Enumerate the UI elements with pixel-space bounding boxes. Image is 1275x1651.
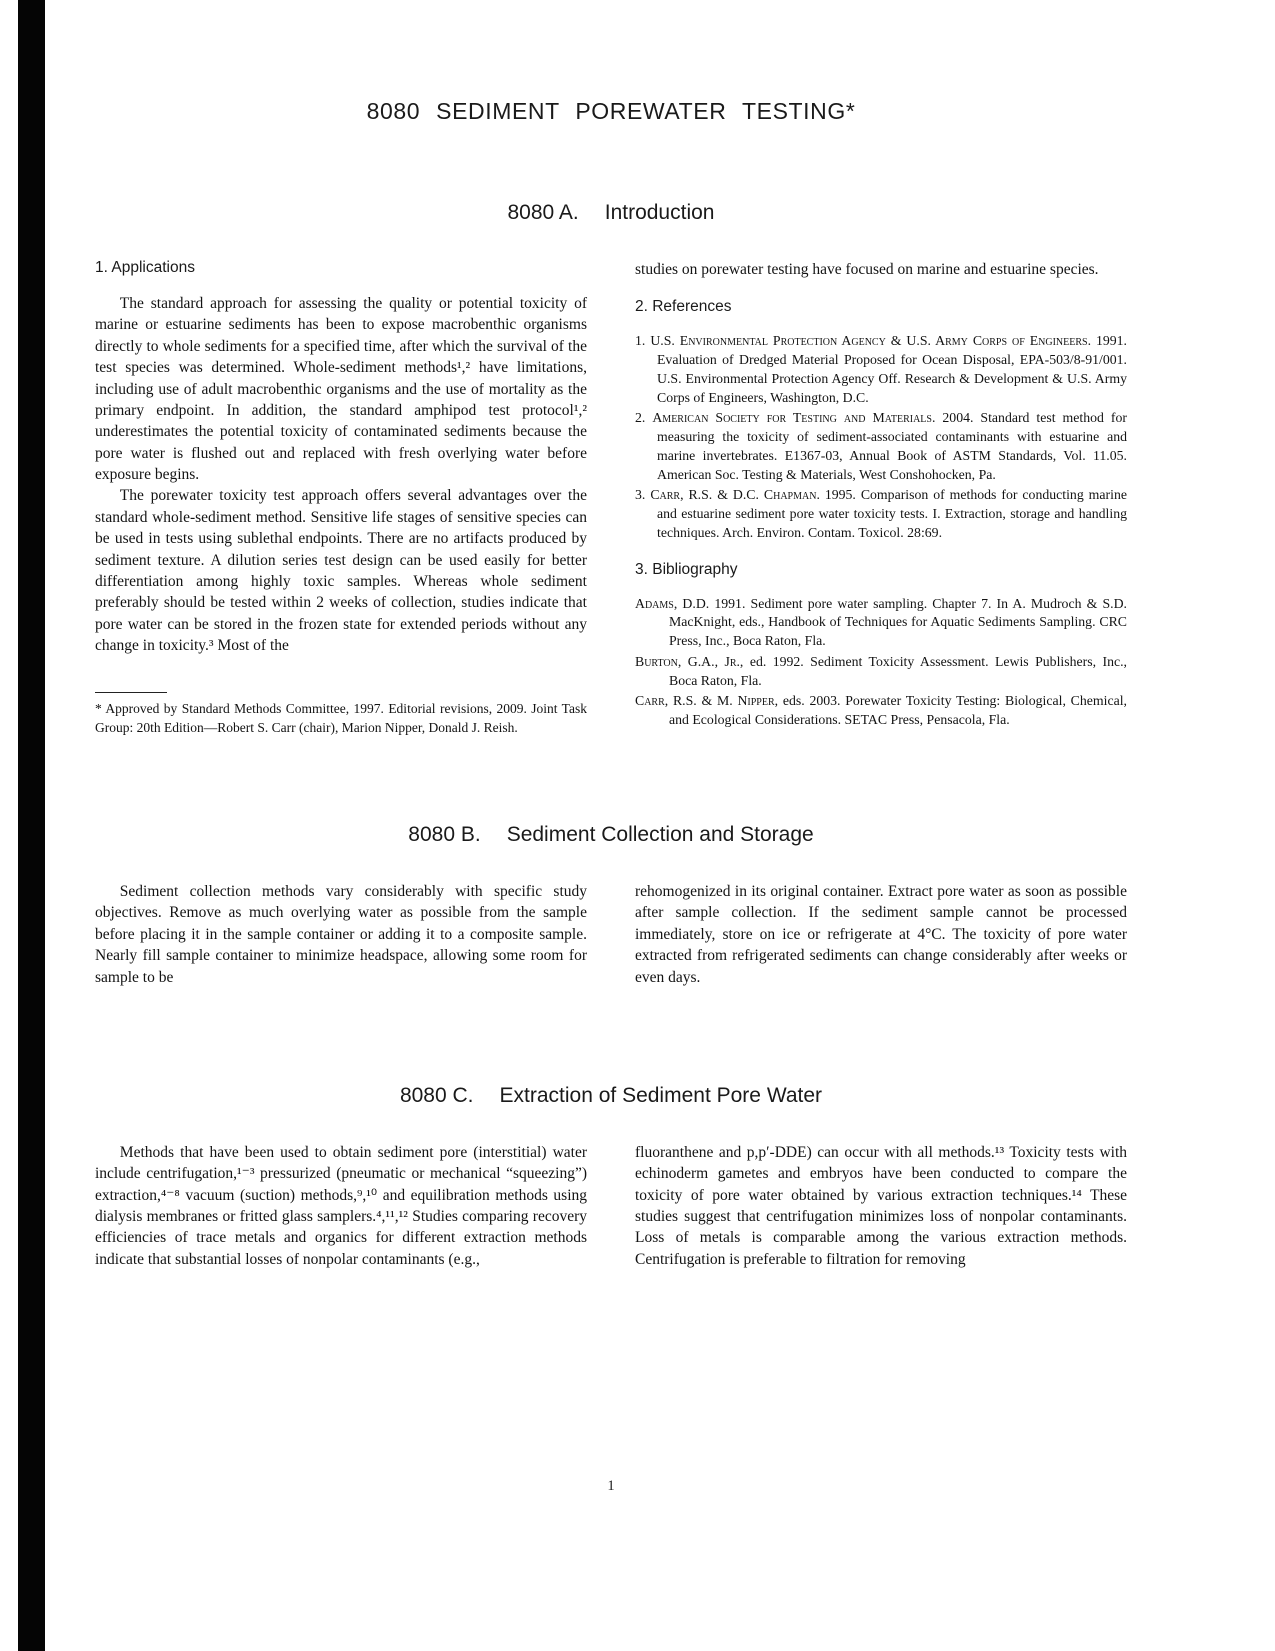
section-b-right-text: rehomogenized in its original container. Extract pore water as soon as possible after sample collection. If the sediment sample cannot be processed immediately, store on ice or refrigerate at 4°C. The toxicity of pore water extracted from refrigerated sediments can change considerably after weeks or even days. bbox=[635, 883, 1127, 986]
section-b-left-text: Sediment collection methods vary considerably with specific study objectives. Remove as much overlying water as possible from the sample before placing it in the sample container or adding it to a composite sample. Nearly fill sample container to minimize headspace, allowing some room for sample to be bbox=[95, 883, 587, 986]
section-b-heading bbox=[95, 823, 1127, 847]
references-list bbox=[635, 332, 1127, 542]
bibliography-authors: Carr, R.S. & M. Nipper, bbox=[635, 693, 779, 709]
section-b-left-column bbox=[95, 881, 587, 988]
approval-footnote: * Approved by Standard Methods Committee, 1997. Editorial revisions, 2009. Joint Task Group: 20th Edition—Robert S. Carr (chair), Marion Nipper, Donald J. Reish. bbox=[95, 701, 587, 735]
bibliography-item bbox=[635, 595, 1127, 651]
section-a-left-column bbox=[95, 259, 587, 737]
reference-authors: Carr, R.S. & D.C. Chapman. bbox=[650, 487, 820, 503]
bibliography-heading: 3. Bibliography bbox=[635, 560, 738, 578]
section-a-columns bbox=[95, 259, 1127, 737]
reference-number: 2. bbox=[635, 410, 646, 426]
reference-number: 1. bbox=[635, 333, 646, 349]
section-a-number: 8080 A. bbox=[507, 201, 579, 224]
section-c bbox=[95, 1084, 1127, 1270]
document-title: 8080 SEDIMENT POREWATER TESTING* bbox=[366, 98, 856, 124]
section-c-right-column bbox=[635, 1142, 1127, 1270]
footnote-rule bbox=[95, 692, 167, 693]
section-a-title: Introduction bbox=[604, 201, 715, 224]
section-a-heading bbox=[95, 201, 1127, 225]
applications-paragraph-2: The porewater toxicity test approach offers several advantages over the standard whole-sediment method. Sensitive life stages of sensitive species can be used in tests using sublethal endpoints. There are no artifacts produced by sediment texture. A dilution series test design can be used easily for better differentiation among highly toxic samples. Whereas whole sediment preferably should be tested within 2 weeks of collection, studies indicate that pore water can be stored in the frozen state for extended periods without any change in toxicity.³ Most of the bbox=[95, 487, 587, 654]
section-c-heading bbox=[95, 1084, 1127, 1108]
section-b-right-column bbox=[635, 881, 1127, 988]
applications-continuation: studies on porewater testing have focused on marine and estuarine species. bbox=[635, 261, 1099, 278]
bibliography-list bbox=[635, 595, 1127, 730]
reference-text: 1991. Evaluation of Dredged Material Proposed for Ocean Disposal, EPA-503/8-91/001. U.S. Environmental Protection Agency Off. Research & Development & U.S. Army Corps of Engineers, Washington, D.C. bbox=[657, 333, 1127, 405]
footnote-block bbox=[95, 692, 587, 737]
section-a bbox=[95, 201, 1127, 737]
section-b-number: 8080 B. bbox=[408, 823, 481, 847]
section-b-columns bbox=[95, 881, 1127, 988]
section-c-left-column bbox=[95, 1142, 587, 1270]
section-c-number: 8080 C. bbox=[399, 1083, 474, 1107]
reference-text: 2004. Standard test method for measuring the toxicity of sediment-associated contaminants with estuarine and marine invertebrates. E1367-03, Annual Book of ASTM Standards, Vol. 11.05. American Soc. Testing & Materials, West Conshohocken, Pa. bbox=[657, 410, 1128, 482]
section-c-title: Extraction of Sediment Pore Water bbox=[499, 1083, 823, 1107]
applications-paragraph-1: The standard approach for assessing the quality or potential toxicity of marine or estuarine sediments has been to expose macrobenthic organisms directly to whole sediments for a specified time, after which the survival of the test species was determined. Whole-sediment methods¹,² have limitations, including use of adult macrobenthic organisms and the use of mortality as the primary endpoint. In addition, the standard amphipod test protocol¹,² underestimates the potential toxicity of contaminated sediments because the pore water is flushed out and replaced with fresh overlying water before exposure begins. bbox=[95, 295, 587, 483]
section-b bbox=[95, 823, 1127, 988]
section-a-right-column bbox=[635, 259, 1127, 737]
reference-authors: U.S. Environmental Protection Agency & U.S. Army Corps of Engineers. bbox=[650, 333, 1092, 349]
section-c-columns bbox=[95, 1142, 1127, 1270]
bibliography-item bbox=[635, 653, 1127, 691]
scan-edge-artifact bbox=[18, 0, 45, 1651]
reference-text: 1995. Comparison of methods for conducting marine and estuarine sediment pore water toxicity tests. I. Extraction, storage and handling techniques. Arch. Environ. Contam. Toxicol. 28:69. bbox=[657, 487, 1127, 540]
bibliography-authors: Adams, D.D. bbox=[635, 595, 710, 611]
bibliography-text: 1991. Sediment pore water sampling. Chapter 7. In A. Mudroch & S.D. MacKnight, eds., Handbook of Techniques for Aquatic Sediments Sampling. CRC Press, Inc., Boca Raton, Fla. bbox=[669, 595, 1127, 649]
bibliography-text: eds. 2003. Porewater Toxicity Testing: Biological, Chemical, and Ecological Considerations. SETAC Press, Pensacola, Fla. bbox=[669, 693, 1127, 728]
reference-item bbox=[635, 332, 1127, 407]
section-c-right-text: fluoranthene and p,p′-DDE) can occur with all methods.¹³ Toxicity tests with echinoderm gametes and embryos have been conducted to compare the toxicity of pore water obtained by various extraction techniques.¹⁴ These studies suggest that centrifugation minimizes loss of nonpolar contaminants. Loss of metals is comparable among the various extraction methods. Centrifugation is preferable to filtration for removing bbox=[635, 1143, 1127, 1268]
bibliography-text: ed. 1992. Sediment Toxicity Assessment. Lewis Publishers, Inc., Boca Raton, Fla. bbox=[669, 653, 1127, 688]
applications-heading: 1. Applications bbox=[95, 259, 195, 276]
section-c-left-text: Methods that have been used to obtain sediment pore (interstitial) water include centrifugation,¹⁻³ pressurized (pneumatic or mechanical “squeezing”) extraction,⁴⁻⁸ vacuum (suction) methods,⁹,¹⁰ and equilibration methods using dialysis membranes or fritted glass samplers.⁴,¹¹,¹² Studies comparing recovery efficiencies of trace metals and organics for different extraction methods indicate that substantial losses of nonpolar contaminants (e.g., bbox=[95, 1143, 587, 1268]
references-heading: 2. References bbox=[635, 298, 732, 316]
document-page bbox=[95, 0, 1128, 1494]
reference-item bbox=[635, 409, 1127, 484]
section-b-title: Sediment Collection and Storage bbox=[506, 823, 814, 847]
bibliography-item bbox=[635, 692, 1127, 730]
reference-number: 3. bbox=[635, 487, 646, 503]
bibliography-authors: Burton, G.A., Jr., bbox=[635, 653, 744, 669]
page-number: 1 bbox=[607, 1478, 615, 1494]
reference-item bbox=[635, 486, 1127, 542]
reference-authors: American Society for Testing and Materials. bbox=[652, 410, 936, 426]
